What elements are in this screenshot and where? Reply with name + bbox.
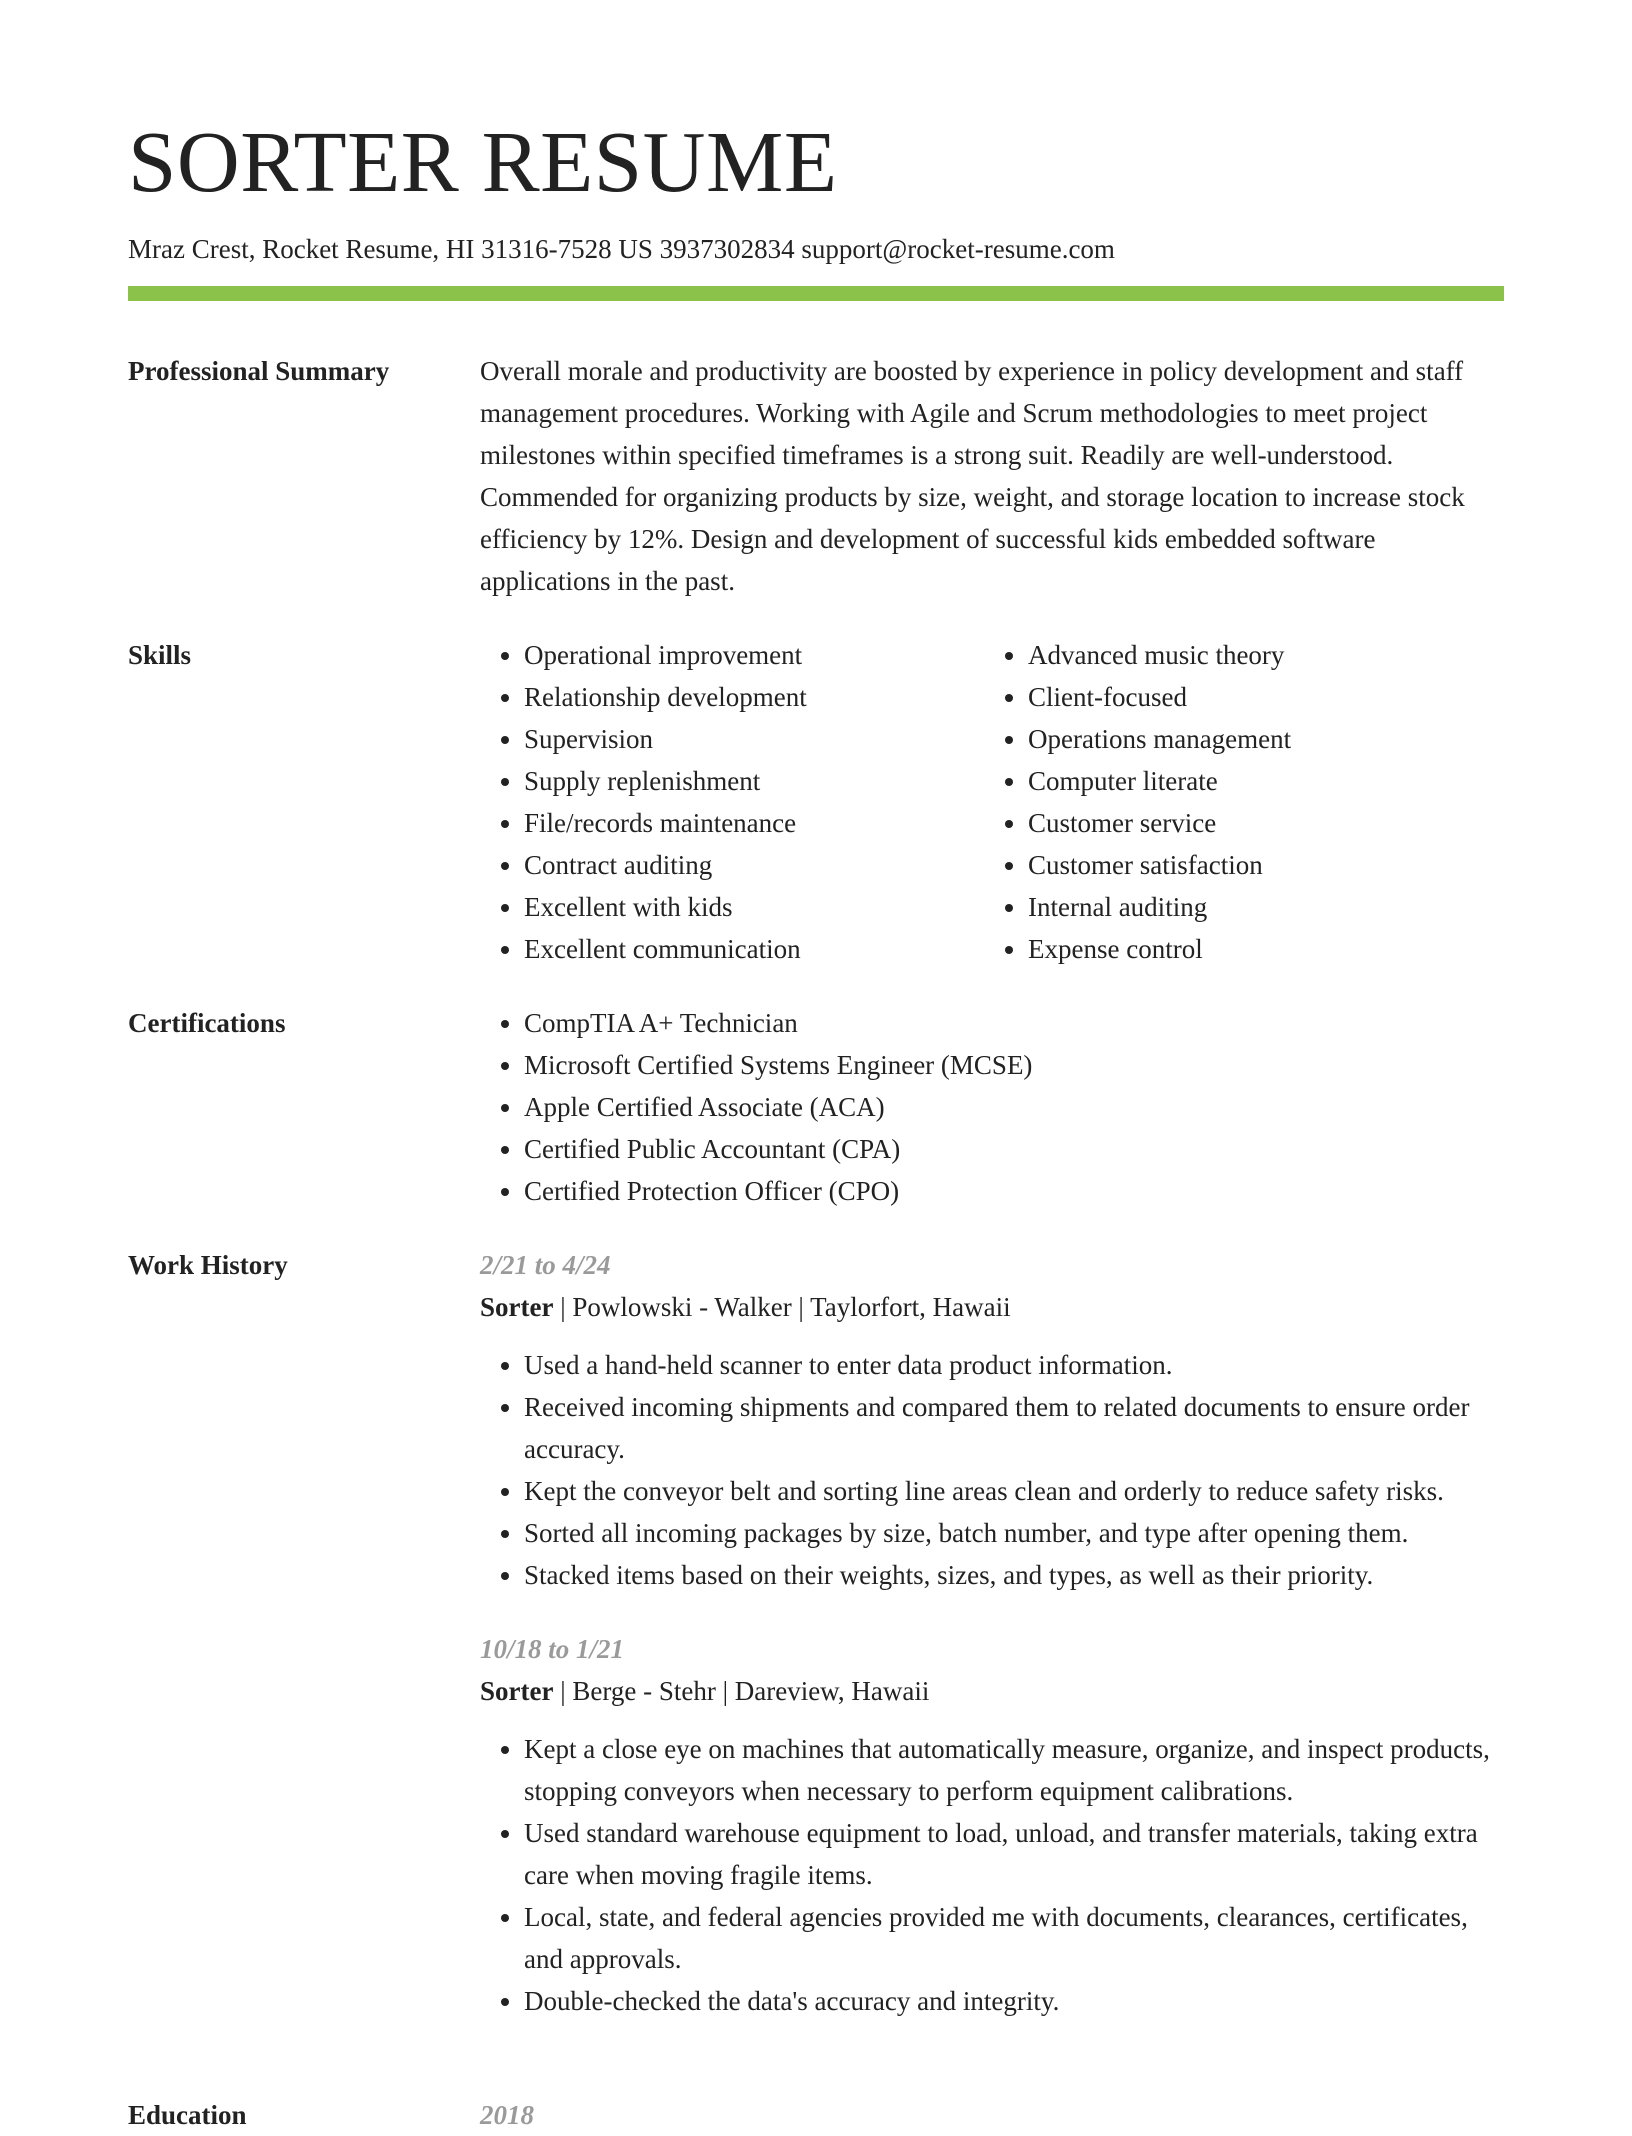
certifications-list bbox=[480, 1002, 1504, 1212]
skill-item: • Computer literate bbox=[1028, 760, 1488, 802]
job-dates: 10/18 to 1/21 bbox=[480, 1634, 625, 1664]
job-bullet: • Local, state, and federal agencies provided me with documents, clearances, certificates, and approvals. bbox=[524, 1896, 1504, 1980]
job-entry bbox=[480, 1628, 1504, 2022]
skills-list-left bbox=[480, 634, 984, 970]
skill-item: • Operations management bbox=[1028, 718, 1488, 760]
job-bullets bbox=[480, 1728, 1504, 2022]
job-bullet: • Kept the conveyor belt and sorting line areas clean and orderly to reduce safety risks. bbox=[524, 1470, 1504, 1512]
job-bullet: • Sorted all incoming packages by size, batch number, and type after opening them. bbox=[524, 1512, 1504, 1554]
job-bullet: • Double-checked the data's accuracy and integrity. bbox=[524, 1980, 1504, 2022]
certification-item: • CompTIA A+ Technician bbox=[524, 1002, 1504, 1044]
skill-item: • Relationship development bbox=[524, 676, 984, 718]
skill-item: • Contract auditing bbox=[524, 844, 984, 886]
job-details: | Powlowski - Walker | Taylorfort, Hawaii bbox=[553, 1292, 1011, 1322]
job-bullets bbox=[480, 1344, 1504, 1596]
skill-item: • Advanced music theory bbox=[1028, 634, 1488, 676]
job-heading bbox=[480, 1670, 1504, 1712]
skill-item: • Internal auditing bbox=[1028, 886, 1488, 928]
job-details: | Berge - Stehr | Dareview, Hawaii bbox=[553, 1676, 930, 1706]
job-bullet: • Received incoming shipments and compared them to related documents to ensure order accuracy. bbox=[524, 1386, 1504, 1470]
skills-list-right bbox=[984, 634, 1488, 970]
certifications-heading: Certifications bbox=[128, 1008, 286, 1038]
job-title: Sorter bbox=[480, 1292, 554, 1322]
certification-item: • Certified Public Accountant (CPA) bbox=[524, 1128, 1504, 1170]
skills-heading: Skills bbox=[128, 640, 192, 670]
skill-item: • File/records maintenance bbox=[524, 802, 984, 844]
skill-item: • Operational improvement bbox=[524, 634, 984, 676]
accent-divider bbox=[128, 286, 1504, 301]
summary-heading: Professional Summary bbox=[128, 356, 390, 386]
job-bullet: • Kept a close eye on machines that automatically measure, organize, and inspect products, stopping conveyors when necessary to perform equipment calibrations. bbox=[524, 1728, 1504, 1812]
skill-item: • Expense control bbox=[1028, 928, 1488, 970]
certification-item: • Microsoft Certified Systems Engineer (MCSE) bbox=[524, 1044, 1504, 1086]
skill-item: • Customer service bbox=[1028, 802, 1488, 844]
contact-line: Mraz Crest, Rocket Resume, HI 31316-7528 US 3937302834 support@rocket-resume.com bbox=[128, 234, 1115, 264]
job-title: Sorter bbox=[480, 1676, 554, 1706]
job-entry bbox=[480, 1244, 1504, 1596]
job-heading bbox=[480, 1286, 1504, 1328]
job-bullet: • Used standard warehouse equipment to load, unload, and transfer materials, taking extra care when moving fragile items. bbox=[524, 1812, 1504, 1896]
job-dates: 2/21 to 4/24 bbox=[480, 1250, 611, 1280]
work-history-heading: Work History bbox=[128, 1250, 288, 1280]
skill-item: • Client-focused bbox=[1028, 676, 1488, 718]
certification-item: • Certified Protection Officer (CPO) bbox=[524, 1170, 1504, 1212]
education-date: 2018 bbox=[480, 2100, 534, 2130]
skill-item: • Excellent with kids bbox=[524, 886, 984, 928]
job-bullet: • Used a hand-held scanner to enter data product information. bbox=[524, 1344, 1504, 1386]
skill-item: • Supervision bbox=[524, 718, 984, 760]
certification-item: • Apple Certified Associate (ACA) bbox=[524, 1086, 1504, 1128]
resume-title: SORTER RESUME bbox=[128, 113, 838, 210]
skill-item: • Customer satisfaction bbox=[1028, 844, 1488, 886]
education-heading: Education bbox=[128, 2100, 247, 2130]
skill-item: • Supply replenishment bbox=[524, 760, 984, 802]
skill-item: • Excellent communication bbox=[524, 928, 984, 970]
job-bullet: • Stacked items based on their weights, sizes, and types, as well as their priority. bbox=[524, 1554, 1504, 1596]
summary-text: Overall morale and productivity are boosted by experience in policy development and staff management procedures. Working with Agile and Scrum methodologies to meet project milestones within specified timeframes is a strong suit. Readily are well-understood. Commended for organizing products by size, weight, and storage location to increase stock efficiency by 12%. Design and development of successful kids embedded software applications in the past. bbox=[480, 356, 1465, 596]
